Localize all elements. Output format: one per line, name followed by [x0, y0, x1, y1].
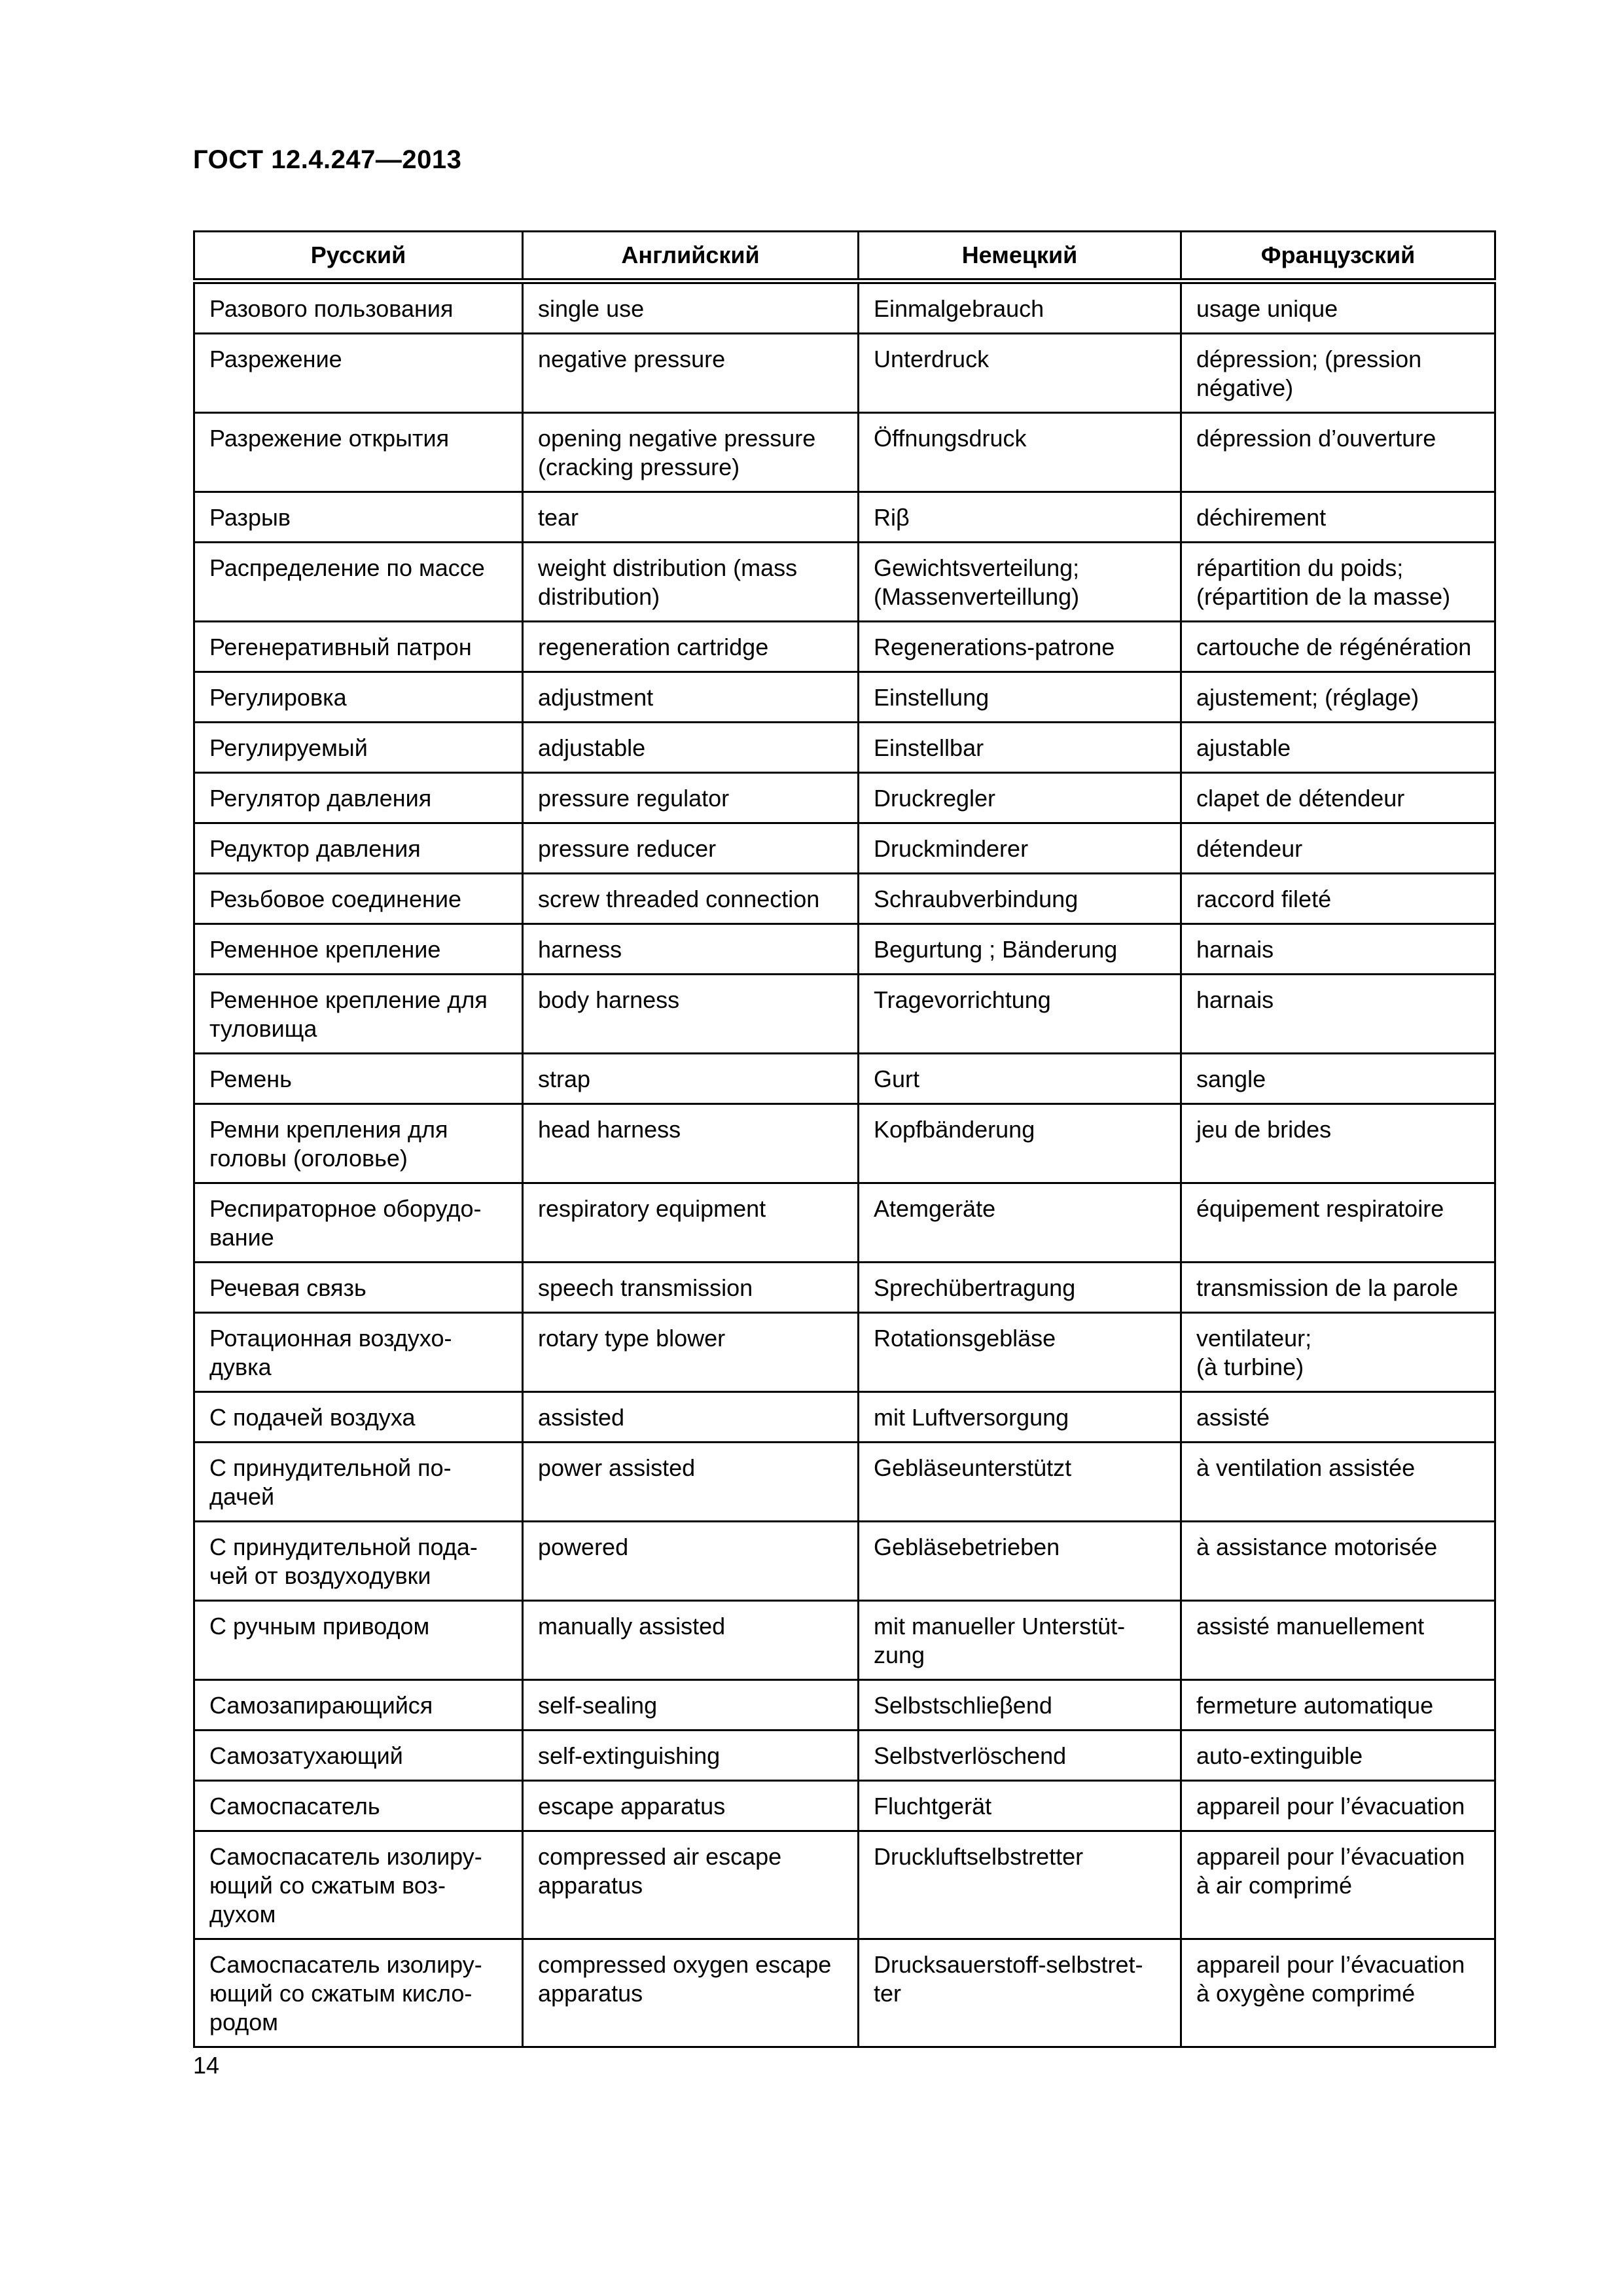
- page-number: 14: [193, 2052, 220, 2079]
- cell-french: appareil pour l’évacuation à air comprimé: [1181, 1831, 1495, 1939]
- cell-french: jeu de brides: [1181, 1104, 1495, 1183]
- cell-french: ajustable: [1181, 723, 1495, 773]
- cell-german: Begurtung ; Bänderung: [859, 924, 1181, 975]
- cell-german: Rotationsgebläse: [859, 1313, 1181, 1392]
- table-row: [194, 413, 1495, 492]
- cell-french: harnais: [1181, 924, 1495, 975]
- table-row: [194, 1781, 1495, 1831]
- cell-french: usage unique: [1181, 281, 1495, 334]
- table-row: [194, 543, 1495, 622]
- cell-english: respiratory equipment: [523, 1183, 859, 1263]
- cell-french: sangle: [1181, 1054, 1495, 1104]
- table-row: [194, 1601, 1495, 1680]
- cell-german: mit manueller Unterstüt-zung: [859, 1601, 1181, 1680]
- cell-russian: Разрежение: [194, 334, 523, 413]
- cell-english: adjustable: [523, 723, 859, 773]
- cell-french: dépression d’ouverture: [1181, 413, 1495, 492]
- cell-german: Schraubverbindung: [859, 874, 1181, 924]
- cell-russian: Ременное крепление: [194, 924, 523, 975]
- cell-german: Fluchtgerät: [859, 1781, 1181, 1831]
- table-row: [194, 1731, 1495, 1781]
- table-row: [194, 1104, 1495, 1183]
- cell-russian: Ротационная воздухо-дувка: [194, 1313, 523, 1392]
- cell-french: clapet de détendeur: [1181, 773, 1495, 823]
- cell-english: negative pressure: [523, 334, 859, 413]
- table-body: [194, 281, 1495, 2047]
- table-row: [194, 924, 1495, 975]
- cell-french: ventilateur; (à turbine): [1181, 1313, 1495, 1392]
- cell-russian: Регулировка: [194, 672, 523, 723]
- column-header-russian: Русский: [194, 232, 523, 281]
- cell-russian: С принудительной по-дачей: [194, 1443, 523, 1522]
- cell-german: Unterdruck: [859, 334, 1181, 413]
- cell-german: mit Luftversorgung: [859, 1392, 1181, 1443]
- table-row: [194, 1392, 1495, 1443]
- cell-english: weight distribution (mass distribution): [523, 543, 859, 622]
- table-row: [194, 975, 1495, 1054]
- cell-russian: Ремень: [194, 1054, 523, 1104]
- cell-russian: Регенеративный патрон: [194, 622, 523, 672]
- table-row: [194, 334, 1495, 413]
- cell-french: auto-extinguible: [1181, 1731, 1495, 1781]
- cell-german: Einstellung: [859, 672, 1181, 723]
- cell-german: Regenerations-patrone: [859, 622, 1181, 672]
- terminology-table: [193, 230, 1496, 2048]
- cell-german: Gebläseunterstützt: [859, 1443, 1181, 1522]
- cell-french: transmission de la parole: [1181, 1263, 1495, 1313]
- cell-german: Drucksauerstoff-selbstret-ter: [859, 1939, 1181, 2047]
- cell-russian: Распределение по массе: [194, 543, 523, 622]
- table-row: [194, 1680, 1495, 1731]
- cell-german: Druckminderer: [859, 823, 1181, 874]
- cell-french: ajustement; (réglage): [1181, 672, 1495, 723]
- cell-french: appareil pour l’évacuation: [1181, 1781, 1495, 1831]
- cell-russian: Речевая связь: [194, 1263, 523, 1313]
- cell-russian: Самоспасатель изолиру-ющий со сжатым воз-духом: [194, 1831, 523, 1939]
- cell-german: Selbstschlieβend: [859, 1680, 1181, 1731]
- cell-russian: Разрыв: [194, 492, 523, 543]
- cell-french: à assistance motorisée: [1181, 1522, 1495, 1601]
- cell-english: rotary type blower: [523, 1313, 859, 1392]
- cell-english: compressed oxygen escape apparatus: [523, 1939, 859, 2047]
- table-row: [194, 492, 1495, 543]
- cell-english: head harness: [523, 1104, 859, 1183]
- cell-french: cartouche de régénération: [1181, 622, 1495, 672]
- cell-french: déchirement: [1181, 492, 1495, 543]
- cell-french: détendeur: [1181, 823, 1495, 874]
- cell-german: Druckluftselbstretter: [859, 1831, 1181, 1939]
- table-row: [194, 773, 1495, 823]
- cell-german: Atemgeräte: [859, 1183, 1181, 1263]
- table-row: [194, 1313, 1495, 1392]
- cell-english: single use: [523, 281, 859, 334]
- cell-english: assisted: [523, 1392, 859, 1443]
- cell-french: équipement respiratoire: [1181, 1183, 1495, 1263]
- table-row: [194, 281, 1495, 334]
- cell-russian: Респираторное оборудо-вание: [194, 1183, 523, 1263]
- cell-french: assisté: [1181, 1392, 1495, 1443]
- cell-german: Kopfbänderung: [859, 1104, 1181, 1183]
- cell-english: opening negative pressure (cracking pressure): [523, 413, 859, 492]
- cell-english: pressure reducer: [523, 823, 859, 874]
- table-row: [194, 622, 1495, 672]
- cell-english: self-sealing: [523, 1680, 859, 1731]
- cell-english: regeneration cartridge: [523, 622, 859, 672]
- table-row: [194, 874, 1495, 924]
- table-header-row: [194, 232, 1495, 281]
- cell-french: fermeture automatique: [1181, 1680, 1495, 1731]
- cell-german: Einstellbar: [859, 723, 1181, 773]
- cell-russian: Редуктор давления: [194, 823, 523, 874]
- cell-german: Sprechübertragung: [859, 1263, 1181, 1313]
- cell-english: power assisted: [523, 1443, 859, 1522]
- table-row: [194, 823, 1495, 874]
- cell-english: escape apparatus: [523, 1781, 859, 1831]
- cell-english: powered: [523, 1522, 859, 1601]
- cell-russian: С принудительной пода-чей от воздуходувки: [194, 1522, 523, 1601]
- cell-french: harnais: [1181, 975, 1495, 1054]
- cell-russian: Разового пользования: [194, 281, 523, 334]
- table-row: [194, 1183, 1495, 1263]
- cell-french: dépression; (pression négative): [1181, 334, 1495, 413]
- cell-english: manually assisted: [523, 1601, 859, 1680]
- cell-german: Tragevorrichtung: [859, 975, 1181, 1054]
- cell-german: Gurt: [859, 1054, 1181, 1104]
- cell-german: Selbstverlöschend: [859, 1731, 1181, 1781]
- cell-english: compressed air escape apparatus: [523, 1831, 859, 1939]
- cell-russian: Разрежение открытия: [194, 413, 523, 492]
- cell-russian: Регулятор давления: [194, 773, 523, 823]
- cell-russian: Ремни крепления для головы (оголовье): [194, 1104, 523, 1183]
- column-header-french: Французский: [1181, 232, 1495, 281]
- cell-english: strap: [523, 1054, 859, 1104]
- cell-russian: Самоспасатель: [194, 1781, 523, 1831]
- cell-english: body harness: [523, 975, 859, 1054]
- cell-english: speech transmission: [523, 1263, 859, 1313]
- cell-english: tear: [523, 492, 859, 543]
- cell-russian: Ременное крепление для туловища: [194, 975, 523, 1054]
- cell-russian: Регулируемый: [194, 723, 523, 773]
- cell-russian: Самозатухающий: [194, 1731, 523, 1781]
- table-row: [194, 1263, 1495, 1313]
- cell-russian: С подачей воздуха: [194, 1392, 523, 1443]
- cell-german: Riβ: [859, 492, 1181, 543]
- cell-english: harness: [523, 924, 859, 975]
- cell-french: répartition du poids; (répartition de la masse): [1181, 543, 1495, 622]
- cell-german: Druckregler: [859, 773, 1181, 823]
- cell-english: adjustment: [523, 672, 859, 723]
- table-row: [194, 1443, 1495, 1522]
- table-row: [194, 672, 1495, 723]
- cell-french: à ventilation assistée: [1181, 1443, 1495, 1522]
- cell-german: Öffnungsdruck: [859, 413, 1181, 492]
- cell-russian: С ручным приводом: [194, 1601, 523, 1680]
- cell-russian: Резьбовое соединение: [194, 874, 523, 924]
- document-header: ГОСТ 12.4.247—2013: [193, 145, 462, 174]
- cell-russian: Самоспасатель изолиру-ющий со сжатым кисло-родом: [194, 1939, 523, 2047]
- cell-russian: Самозапирающийся: [194, 1680, 523, 1731]
- cell-french: appareil pour l’évacuation à oxygène comprimé: [1181, 1939, 1495, 2047]
- cell-german: Einmalgebrauch: [859, 281, 1181, 334]
- cell-english: pressure regulator: [523, 773, 859, 823]
- table-row: [194, 1939, 1495, 2047]
- cell-english: self-extinguishing: [523, 1731, 859, 1781]
- cell-german: Gebläsebetrieben: [859, 1522, 1181, 1601]
- column-header-english: Английский: [523, 232, 859, 281]
- table-row: [194, 1522, 1495, 1601]
- column-header-german: Немецкий: [859, 232, 1181, 281]
- table-row: [194, 1831, 1495, 1939]
- cell-french: raccord fileté: [1181, 874, 1495, 924]
- cell-german: Gewichtsverteilung; (Massenverteillung): [859, 543, 1181, 622]
- table-row: [194, 723, 1495, 773]
- cell-french: assisté manuellement: [1181, 1601, 1495, 1680]
- cell-english: screw threaded connection: [523, 874, 859, 924]
- table-row: [194, 1054, 1495, 1104]
